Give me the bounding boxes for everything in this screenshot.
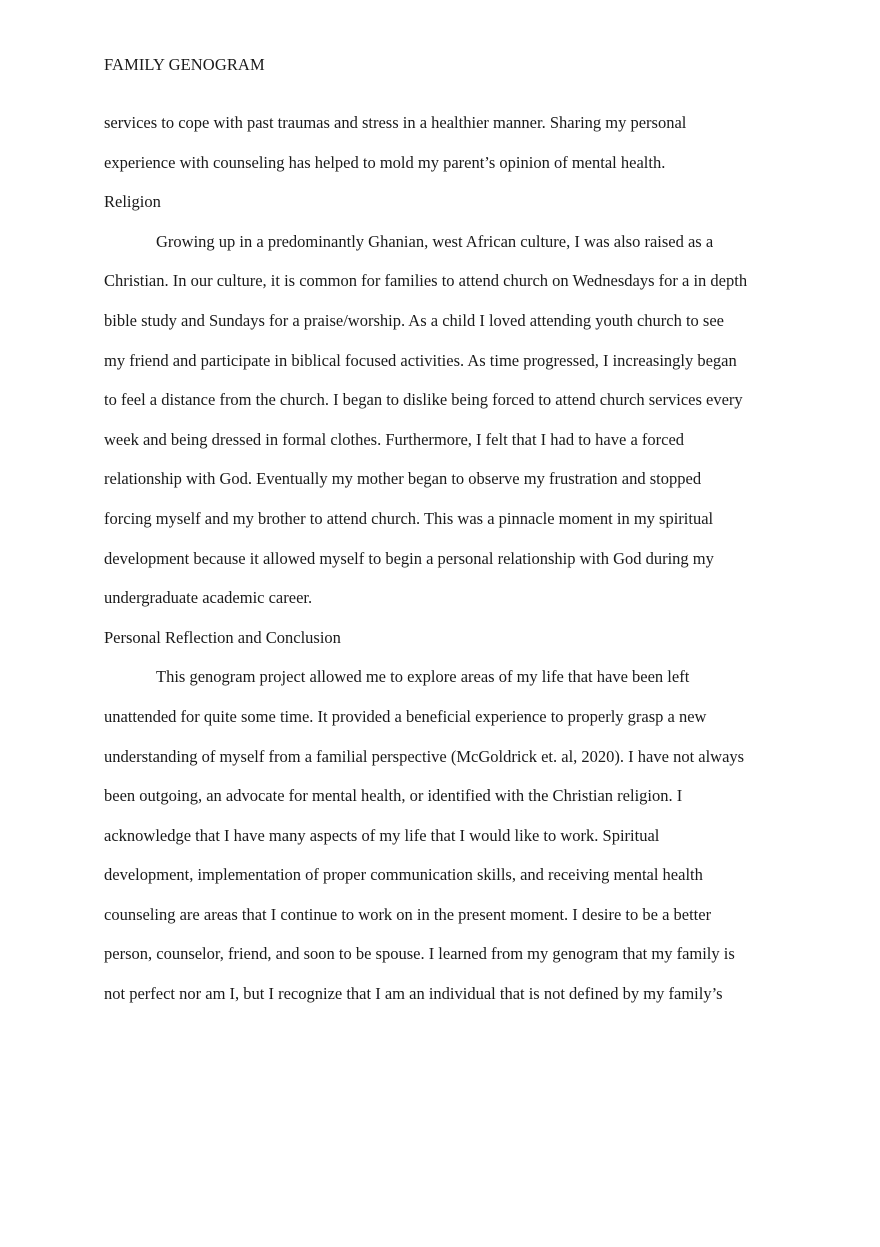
section-heading-reflection: Personal Reflection and Conclusion bbox=[104, 627, 341, 647]
paragraph-line: bible study and Sundays for a praise/worship. As a child I loved attending youth church to see bbox=[104, 310, 724, 330]
paragraph-line: experience with counseling has helped to mold my parent’s opinion of mental health. bbox=[104, 152, 666, 172]
paragraph-line: unattended for quite some time. It provided a beneficial experience to properly grasp a new bbox=[104, 706, 707, 726]
paragraph-line: my friend and participate in biblical focused activities. As time progressed, I increasingly began bbox=[104, 350, 737, 370]
paragraph-line: week and being dressed in formal clothes. Furthermore, I felt that I had to have a forced bbox=[104, 429, 685, 449]
religion-paragraph bbox=[104, 222, 780, 618]
reflection-paragraph bbox=[104, 657, 780, 1013]
paragraph-line: acknowledge that I have many aspects of my life that I would like to work. Spiritual bbox=[104, 825, 660, 845]
paragraph-line: services to cope with past traumas and stress in a healthier manner. Sharing my personal bbox=[104, 113, 687, 132]
paragraph-line: understanding of myself from a familial perspective (McGoldrick et. al, 2020). I have not always bbox=[104, 746, 745, 766]
paragraph-line: development because it allowed myself to begin a personal relationship with God during my bbox=[104, 548, 714, 568]
paragraph-line: counseling are areas that I continue to work on in the present moment. I desire to be a better bbox=[104, 904, 712, 924]
paragraph-line: This genogram project allowed me to explore areas of my life that have been left bbox=[156, 667, 690, 687]
paragraph-line: been outgoing, an advocate for mental health, or identified with the Christian religion. I bbox=[104, 786, 683, 806]
paragraph-line: not perfect nor am I, but I recognize that I am an individual that is not defined by my family’s bbox=[104, 984, 723, 1004]
section-heading-religion: Religion bbox=[104, 192, 161, 212]
paragraph-line: person, counselor, friend, and soon to be spouse. I learned from my genogram that my family is bbox=[104, 944, 735, 964]
body-text bbox=[104, 103, 780, 1014]
paragraph-line: development, implementation of proper communication skills, and receiving mental health bbox=[104, 865, 703, 885]
paragraph-line: undergraduate academic career. bbox=[104, 588, 313, 608]
running-head: FAMILY GENOGRAM bbox=[104, 55, 265, 74]
continuation-paragraph bbox=[104, 103, 780, 182]
paragraph-line: to feel a distance from the church. I began to dislike being forced to attend church services every bbox=[104, 390, 743, 410]
paragraph-line: Christian. In our culture, it is common for families to attend church on Wednesdays for a in depth bbox=[104, 271, 748, 291]
paragraph-line: forcing myself and my brother to attend church. This was a pinnacle moment in my spiritual bbox=[104, 508, 714, 528]
paragraph-line: relationship with God. Eventually my mother began to observe my frustration and stopped bbox=[104, 469, 702, 489]
paragraph-line: Growing up in a predominantly Ghanian, west African culture, I was also raised as a bbox=[156, 231, 714, 251]
